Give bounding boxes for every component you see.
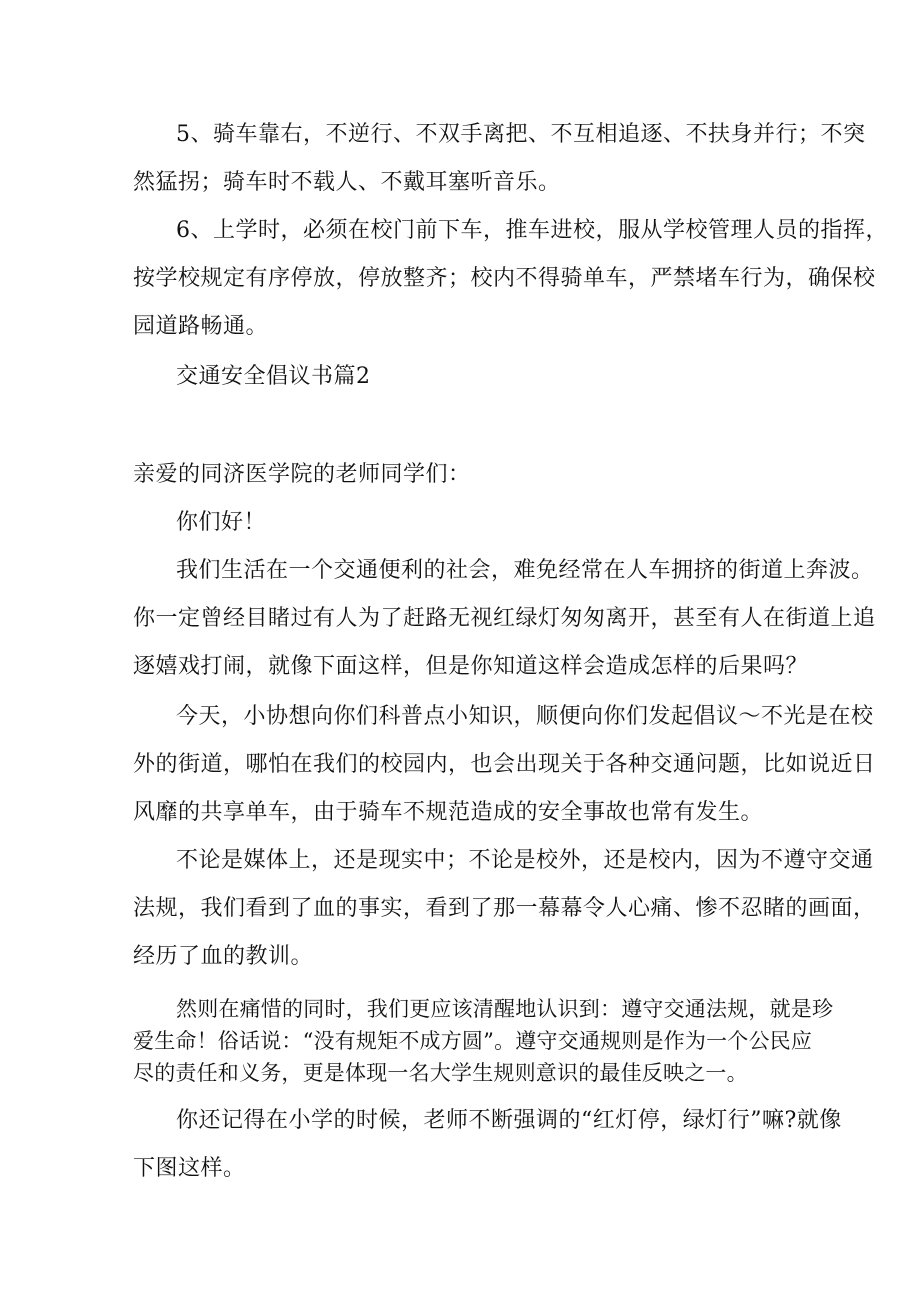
para2-line1: 今天，小协想向你们科普点小知识，顺便向你们发起倡议～不光是在校 xyxy=(176,704,874,729)
para3-line2: 法规，我们看到了血的事实，看到了那一幕幕令人心痛、惨不忍睹的画面， xyxy=(133,896,876,921)
para4-line3: 尽的责任和义务，更是体现一名大学生规则意识的最佳反映之一。 xyxy=(133,1061,748,1085)
para5-line1: 你还记得在小学的时候，老师不断强调的“红灯停，绿灯行”嘛?就像 xyxy=(176,1108,842,1133)
para4-line1: 然则在痛惜的同时，我们更应该清醒地认识到：遵守交通法规，就是珍 xyxy=(176,997,834,1021)
para2-line3: 风靡的共享单车，由于骑车不规范造成的安全事故也常有发生。 xyxy=(133,800,764,825)
para1-line1: 我们生活在一个交通便利的社会，难免经常在人车拥挤的街道上奔波。 xyxy=(176,558,874,583)
para1-line3: 逐嬉戏打闹，就像下面这样，但是你知道这样会造成怎样的后果吗？ xyxy=(133,654,809,679)
para4-line2: 爱生命！俗话说：“没有规矩不成方圆”。遵守交通规则是作为一个公民应 xyxy=(133,1029,813,1053)
greeting: 你们好！ xyxy=(176,510,267,535)
item5-line2: 然猛拐；骑车时不载人、不戴耳塞听音乐。 xyxy=(133,170,561,195)
item6-line1: 6、上学时，必须在校门前下车，推车进校，服从学校管理人员的指挥， xyxy=(176,218,888,243)
para3-line1: 不论是媒体上，还是现实中；不论是校外，还是校内，因为不遵守交通 xyxy=(176,848,874,873)
salutation: 亲爱的同济医学院的老师同学们： xyxy=(133,462,471,487)
section-title: 交通安全倡议书篇2 xyxy=(176,364,371,389)
para3-line3: 经历了血的教训。 xyxy=(133,944,314,969)
para1-line2: 你一定曾经目睹过有人为了赶路无视红绿灯匆匆离开，甚至有人在街道上追 xyxy=(133,606,876,631)
item5-line1: 5、骑车靠右，不逆行、不双手离把、不互相追逐、不扶身并行；不突 xyxy=(176,122,866,147)
para5-line2: 下图这样。 xyxy=(133,1156,246,1181)
item6-line3: 园道路畅通。 xyxy=(133,314,269,339)
para2-line2: 外的街道，哪怕在我们的校园内，也会出现关于各种交通问题，比如说近日 xyxy=(133,752,876,777)
item6-line2: 按学校规定有序停放，停放整齐；校内不得骑单车，严禁堵车行为，确保校 xyxy=(133,266,876,291)
